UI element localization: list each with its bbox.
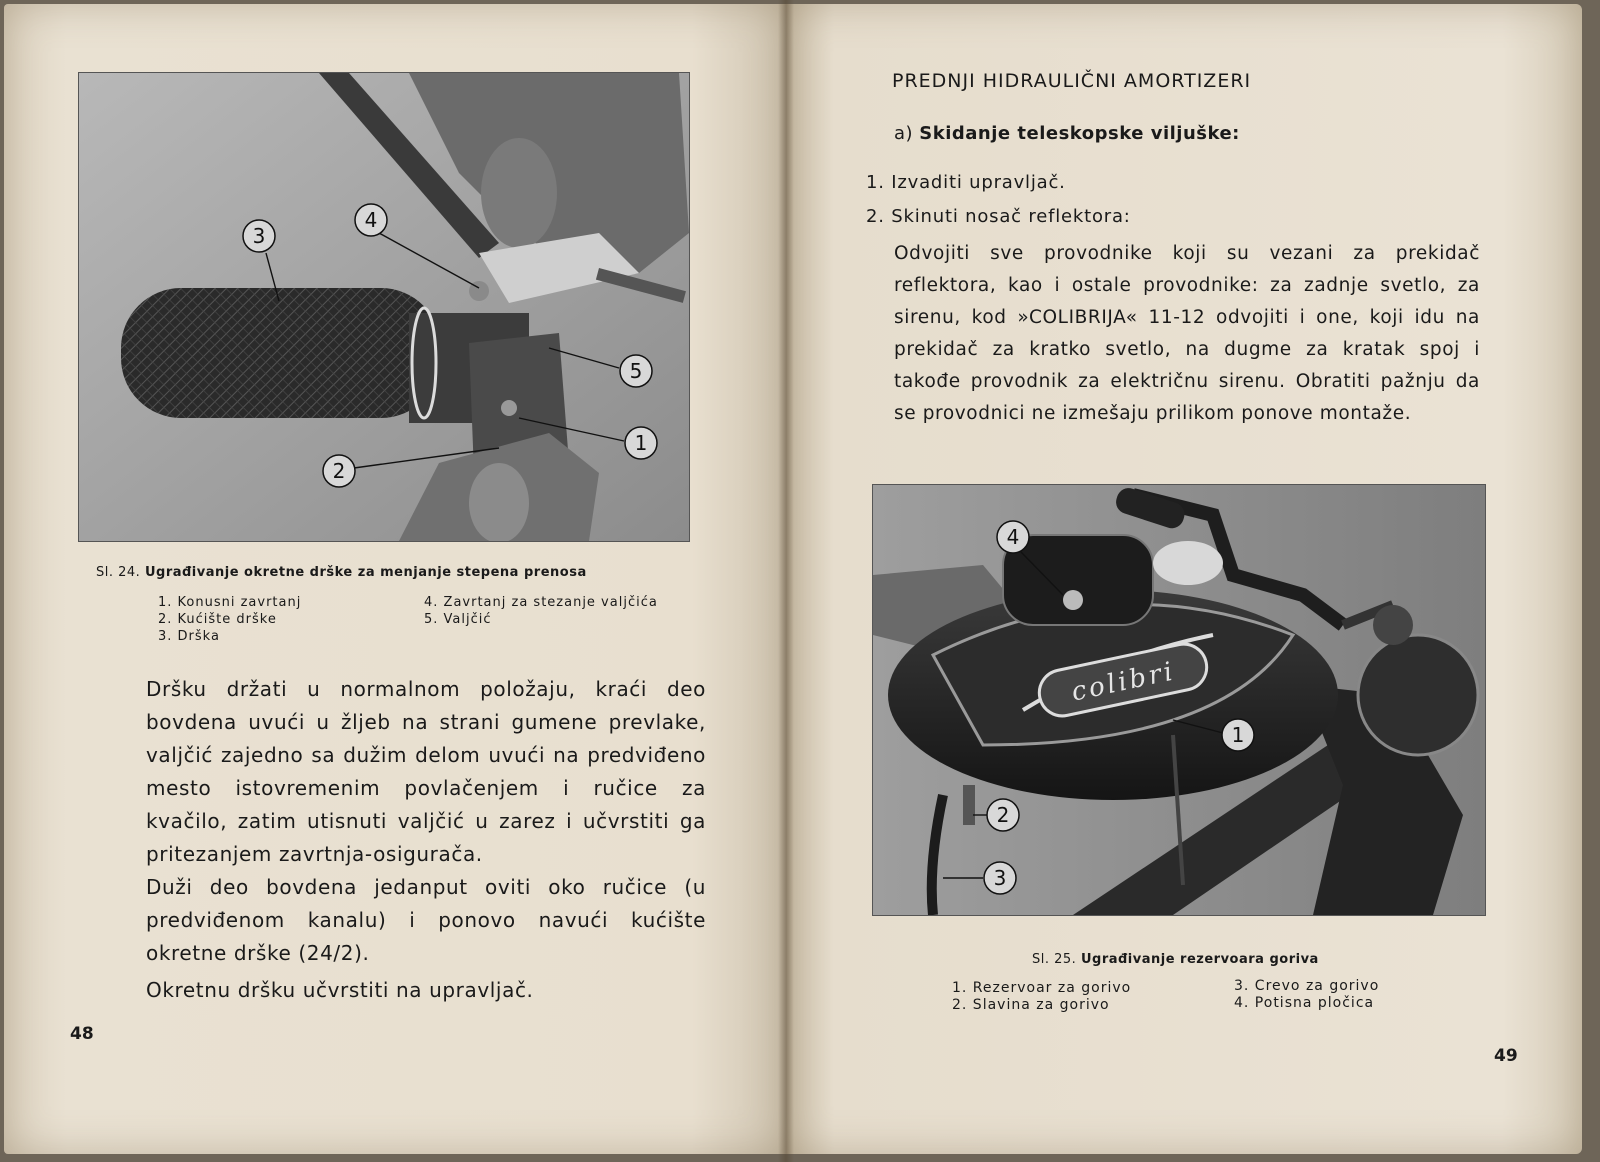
fig25-callout-4: 4: [1006, 525, 1020, 549]
figure-25-caption-title: Ugrađivanje rezervoara goriva: [1080, 952, 1319, 967]
figure-24-caption-title: Ugrađivanje okretne drške za menjanje stepena prenosa: [144, 565, 587, 580]
figure-25-photo: [872, 484, 1486, 916]
figure-24-photo: [78, 72, 690, 542]
figure-24-legend-left: [158, 594, 301, 645]
legend-item: 2. Slavina za gorivo: [952, 997, 1110, 1013]
figure-24-legend-right: [424, 594, 658, 628]
fig25-callout-1: 1: [1231, 723, 1245, 747]
paragraph: Okretnu dršku učvrstiti na upravljač.: [146, 978, 534, 1002]
step-2: 2. Skinuti nosač reflektora:: [866, 206, 1131, 227]
legend-item: 3. Drška: [158, 629, 220, 644]
step-1: 1. Izvaditi upravljač.: [866, 172, 1066, 193]
page-number-right: 49: [1494, 1046, 1518, 1066]
fig24-callout-5: 5: [629, 359, 643, 383]
fig24-callout-2: 2: [332, 459, 346, 483]
subsection-title: Skidanje teleskopske viljuške:: [919, 123, 1240, 144]
fig24-callout-1: 1: [634, 431, 648, 455]
fig25-callout-2: 2: [996, 803, 1010, 827]
subsection-heading: [894, 123, 1240, 144]
figure-25-caption: [1032, 952, 1319, 967]
tank-badge: colibri: [1068, 656, 1179, 708]
paragraph: Duži deo bovdena jedanput oviti oko ručice (u predviđenom kanalu) i ponovo navući kućište okretne drške (24/2).: [146, 875, 706, 965]
figure-24-caption: [96, 565, 587, 580]
legend-item: 5. Valjčić: [424, 612, 492, 627]
legend-item: 4. Potisna pločica: [1234, 995, 1375, 1011]
figure-25-caption-prefix: Sl. 25.: [1032, 952, 1077, 967]
section-heading: PREDNJI HIDRAULIČNI AMORTIZERI: [892, 70, 1252, 92]
legend-item: 3. Crevo za gorivo: [1234, 978, 1380, 994]
figure-25-legend-right: [1234, 978, 1379, 1012]
fig24-callout-4: 4: [364, 208, 378, 232]
legend-item: 1. Konusni zavrtanj: [158, 595, 302, 610]
legend-item: 2. Kućište drške: [158, 612, 277, 627]
page-number-left: 48: [70, 1024, 94, 1044]
left-page-body: [146, 673, 706, 1007]
fig25-callout-3: 3: [993, 866, 1007, 890]
paragraph: Dršku držati u normalnom položaju, kraći deo bovdena uvući u žljeb na strani gumene prevlake, valjčić zajedno sa dužim delom uvući na predviđeno mesto istovremenim povlačenjem i ručice za kvačilo, zatim utisnuti valjčić u zarez i učvrstiti ga pritezanjem zavrtnja-osigurača.: [146, 677, 706, 866]
legend-item: 1. Rezervoar za gorivo: [952, 980, 1132, 996]
figure-25-legend-left: [952, 980, 1131, 1014]
figure-24-caption-prefix: Sl. 24.: [96, 565, 141, 580]
fig24-callout-3: 3: [252, 224, 266, 248]
step-2-detail: Odvojiti sve provodnike koji su vezani za prekidač reflektora, kao i ostale provodnike: za zadnje svetlo, za sirenu, kod »COLIBRIJA« 11-12 odvojiti i one, koji idu na prekidač za kratko svetlo, na dugme za kratak spoj i takođe provodnik za električnu sirenu. Obratiti pažnju da se provodnici ne izmešaju prilikom ponove montaže.: [894, 243, 1480, 424]
book-gutter: [778, 0, 794, 1162]
subsection-prefix: a): [894, 123, 914, 144]
legend-item: 4. Zavrtanj za stezanje valjčića: [424, 595, 658, 610]
